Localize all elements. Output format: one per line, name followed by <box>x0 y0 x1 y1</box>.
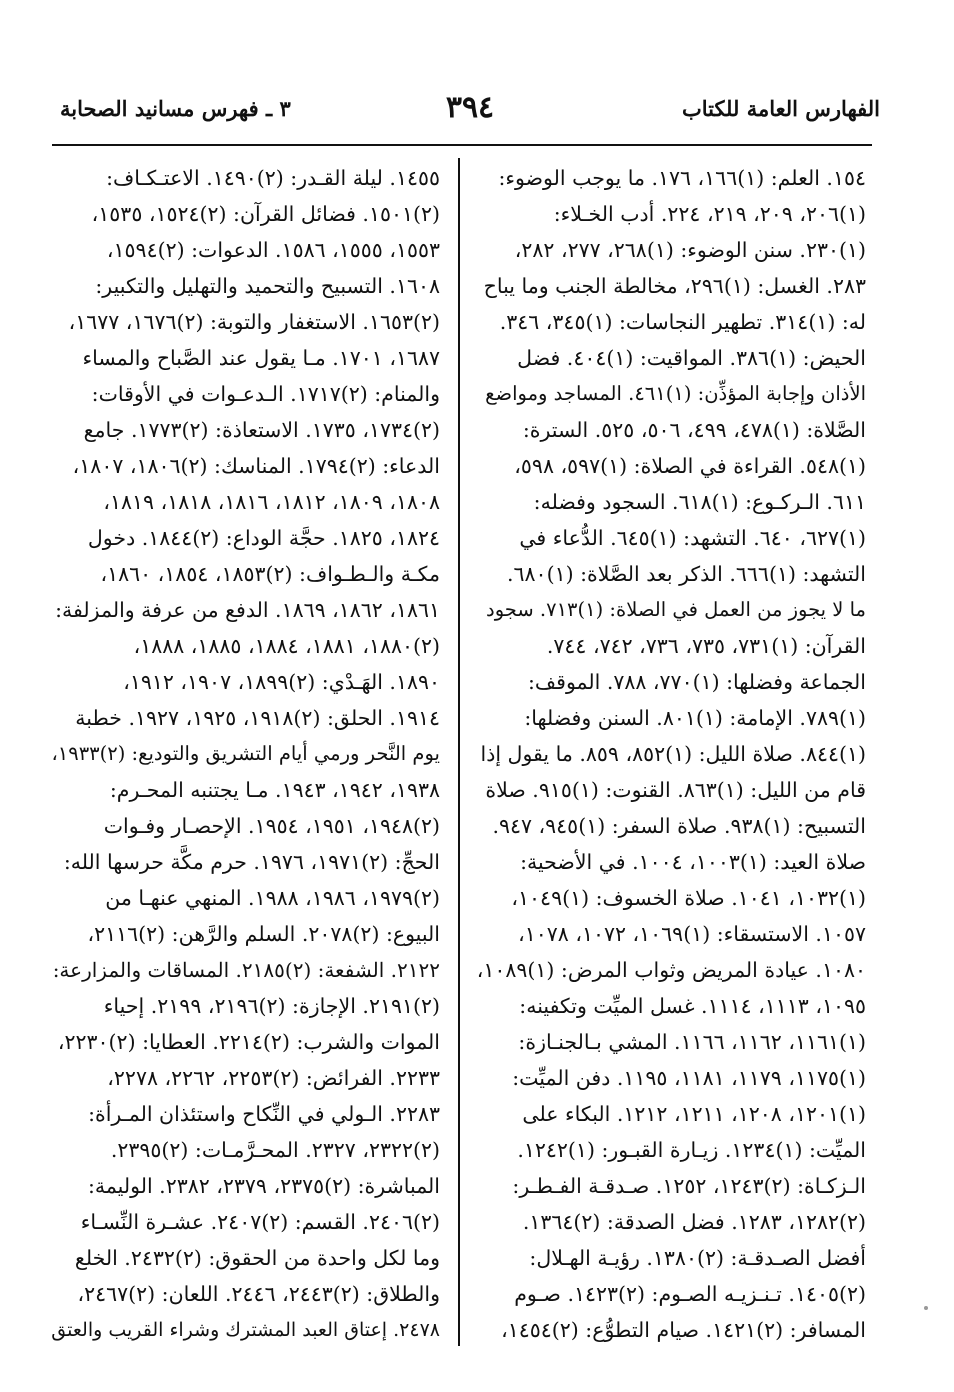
index-line: (١)١١٦١، ١١٦٢، ١١٦٦. المشي بـالجنـازة: <box>518 1030 866 1054</box>
index-line: والمنام: (٢)١٧١٧. الـدعـوات في الأوقات: <box>91 382 440 406</box>
index-line: (٢)١٢٨٢، ١٢٨٣. فضل الصدقة: (٢)١٣٦٤. <box>522 1210 866 1234</box>
index-line: أفضل الصـدقـة: (٢)١٣٨٠. رؤيـة الهـلال: <box>529 1246 866 1270</box>
index-line: ١٨٢٤، ١٨٢٥. حجَّة الوداع: (٢)١٨٤٤. دخول <box>87 526 440 550</box>
index-line: ما لا يجوز من العمل في الصلاة: (١)٧١٣. سجود <box>486 598 866 621</box>
index-line: ٢٢٨٣. الـولي في النِّكاح واستئذان المـرأة: <box>88 1102 440 1126</box>
index-line: ١٦٠٨. التسبيح والتحميد والتهليل والتكبير: <box>95 274 440 298</box>
index-line: يوم النَّحر ورمي أيام التشريق والتوديع: (٢)١٩٣٣، <box>51 742 440 765</box>
index-line: ١٩١٤. الحلق: (٢)١٩١٨، ١٩٢٥، ١٩٢٧. خطبة <box>75 706 440 730</box>
index-line: (١)١٠٣٢، ١٠٤١. صلاة الخسوف: (١)١٠٤٩، <box>511 886 866 910</box>
column-divider <box>458 158 460 1346</box>
index-line: (٢)١٧٣٤، ١٧٣٥. الاستعاذة: (٢)١٧٧٣. جامع <box>83 418 440 442</box>
index-line: صلاة العيد: (١)١٠٠٣، ١٠٠٤. في الأضحية: <box>520 850 866 874</box>
index-line: الصَّلاة: (١)٤٧٨، ٤٩٩، ٥٠٦، ٥٢٥. السترة: <box>522 418 866 442</box>
index-line: ١٥٥٣، ١٥٥٥، ١٥٨٦. الدعوات: (٢)١٥٩٤، <box>106 238 440 262</box>
left-column <box>52 160 440 1348</box>
index-line: ١٠٥٧. الاستسقاء: (١)١٠٦٩، ١٠٧٢، ١٠٧٨، <box>518 922 866 946</box>
page-header <box>60 92 880 132</box>
index-line: مكـة والـطـواف: (٢)١٨٥٣، ١٨٥٤، ١٨٦٠، <box>100 562 440 586</box>
index-line: ١٨٩٠. الهَـدْي: (٢)١٨٩٩، ١٩٠٧، ١٩١٢، <box>123 670 440 694</box>
index-line: (١)١٢٠١، ١٢٠٨، ١٢١١، ١٢١٢. البكاء على <box>522 1102 866 1126</box>
index-line: ١٠٩٥، ١١١٣، ١١١٤. غسل الميِّت وتكفينه: <box>519 994 866 1018</box>
index-line: الدعاء: (٢)١٧٩٤. المناسك: (٢)١٨٠٦، ١٨٠٧، <box>72 454 440 478</box>
index-line: المباشرة: (٢)٢٣٧٥، ٢٣٧٩، ٢٣٨٢. الوليمة: <box>87 1174 440 1198</box>
index-line: الميِّت: (١)١٢٣٤. زيـارة القبـور: (١)١٢٤٢. <box>517 1138 866 1162</box>
index-line: الحجِّ: (٢)١٩٧١، ١٩٧٦. حرم مكَّة حرسها الله: <box>63 850 440 874</box>
index-line: وما لكل واحدة من الحقوق: (٢)٢٤٣٢. الخلع <box>74 1246 440 1270</box>
index-line: (٢)١٥٠١. فضائل القرآن: (٢)١٥٢٤، ١٥٣٥، <box>91 202 440 226</box>
index-line: القرآن: (١)٧٣١، ٧٣٥، ٧٣٦، ٧٤٢، ٧٤٤. <box>546 634 866 658</box>
index-line: ١٦٨٧، ١٧٠١. مـا يقول عند الصَّباح والمساء <box>82 346 440 370</box>
index-line: ١٤٥٥. ليلة القـدر: (٢)١٤٩٠. الاعتـكـاف: <box>106 166 440 190</box>
index-line: (٢)١٩٧٩، ١٩٨٦، ١٩٨٨. المنهي عنهـا من <box>105 886 440 910</box>
index-line: التسبيح: (١)٩٣٨. صلاة السفر: (١)٩٤٥، ٩٤٧. <box>492 814 866 838</box>
index-line: (٢)١٨٨٠، ١٨٨١، ١٨٨٤، ١٨٨٥، ١٨٨٨، <box>133 634 440 658</box>
index-line: (١)٧٨٩. الإمامة: (١)٨٠١. السنن وفضلها: <box>524 706 866 730</box>
running-head-right: الفهارس العامة للكتاب <box>681 96 880 121</box>
index-line: (٢)١٤٠٥. تـنـزيـه الصـوم: (٢)١٤٢٣. صـوم <box>514 1282 866 1306</box>
index-line: (١)٢٣٠. سنن الوضوء: (١)٢٦٨، ٢٧٧، ٢٨٢، <box>514 238 866 262</box>
running-head-left: ٣ ـ فهرس مسانيد الصحابة <box>60 96 291 121</box>
index-line: (١)٦٢٧، ٦٤٠. التشهد: (١)٦٤٥. الدُّعاء في <box>519 526 866 550</box>
index-line: ١٨٦١، ١٨٦٢، ١٨٦٩. الدفع من عرفة والمزلفة: <box>55 598 440 622</box>
index-line: ٦١١. الـركـوع: (١)٦١٨. السجود وفضله: <box>533 490 866 514</box>
index-line: الموات والشرب: (٢)٢٢١٤. العطايا: (٢)٢٢٣٠، <box>57 1030 440 1054</box>
index-line: ١٨٠٨، ١٨٠٩، ١٨١٢، ١٨١٦، ١٨١٨، ١٨١٩، <box>103 490 440 514</box>
index-line: ١٥٤. العلم: (١)١٦٦، ١٧٦. ما يوجب الوضوء: <box>498 166 866 190</box>
index-line: (١)٥٤٨. القراءة في الصلاة: (١)٥٩٧، ٥٩٨، <box>514 454 866 478</box>
index-line: (٢)٢١٩١. الإجازة: (٢)٢١٩٦، ٢١٩٩. إحياء <box>103 994 440 1018</box>
index-line: ١٠٨٠. عيادة المريض وثواب المرض: (١)١٠٨٩، <box>476 958 866 982</box>
index-line: ٢١٢٢. الشفعة: (٢)٢١٨٥. المساقات والمزارعة: <box>52 958 440 982</box>
index-line: (١)٢٠٦، ٢٠٩، ٢١٩، ٢٢٤. أدب الخـلاء: <box>553 202 866 226</box>
index-line: البيوع: (٢)٢٠٧٨. السلم والرَّهن: (٢)٢١١٦، <box>87 922 440 946</box>
margin-speck <box>924 1306 928 1310</box>
index-line: له: (١)٣١٤. تطهير النجاسات: (١)٣٤٥، ٣٤٦. <box>499 310 866 334</box>
index-line: الأذان وإجابة المؤذِّن: (١)٤٦١. المساجد ومواضع <box>485 382 866 405</box>
index-line: التشهد: (١)٦٦٦. الذكر بعد الصَّلاة: (١)٦٨٠. <box>506 562 866 586</box>
page-number: ٣٩٤ <box>445 90 495 125</box>
index-line: ٢٨٣. الغسل: (١)٢٩٦، مخالطة الجنب وما يباح <box>483 274 866 298</box>
index-line: الحيض: (١)٣٨٦. المواقيت: (١)٤٠٤. فضل <box>517 346 866 370</box>
index-line: (٢)٢٣٢٢، ٢٣٢٧. المحـرَّمـات: (٢)٢٣٩٥. <box>110 1138 440 1162</box>
index-line: الجماعة وفضلها: (١)٧٧٠، ٧٨٨. الموقف: <box>528 670 866 694</box>
index-line: (١)٨٤٤. صلاة الليل: (١)٨٥٢، ٨٥٩. ما يقول إذا <box>480 742 866 766</box>
header-rule <box>52 144 872 146</box>
right-column <box>478 160 866 1348</box>
index-line: (٢)٢٤٠٦. القسم: (٢)٢٤٠٧. عشـرة النِّسـاء <box>80 1210 440 1234</box>
index-line: (٢)١٦٥٣. الاستغفار والتوبة: (٢)١٦٧٦، ١٦٧٧، <box>68 310 440 334</box>
index-line: ٢٤٧٨. إعتاق العبد المشترك وشراء القريب والعتق <box>51 1319 440 1341</box>
index-line: ٢٢٣٣. الفرائض: (٢)٢٢٥٣، ٢٢٦٢، ٢٢٧٨، <box>107 1066 440 1090</box>
index-line: المسافر: (٢)١٤٢١. صيام التطوُّع: (٢)١٤٥٤، <box>501 1318 866 1342</box>
index-line: والطلاق: (٢)٢٤٤٣، ٢٤٤٦. اللعان: (٢)٢٤٦٧، <box>77 1282 440 1306</box>
index-line: ١٩٣٨، ١٩٤٢، ١٩٤٣. مـا يجتنبه المحـرم: <box>109 778 440 802</box>
index-line: الـزكـاة: (٢)١٢٤٣، ١٢٥٢. صـدقـة الفـطـر: <box>512 1174 866 1198</box>
index-line: (٢)١٩٤٨، ١٩٥١، ١٩٥٤. الإحصـار وفـوات <box>103 814 440 838</box>
index-line: (١)١١٧٥، ١١٧٩، ١١٨١، ١١٩٥. دفن الميِّت: <box>512 1066 866 1090</box>
index-line: قام من الليل: (١)٨٦٣. القنوت: (١)٩١٥. صلاة <box>485 778 866 802</box>
